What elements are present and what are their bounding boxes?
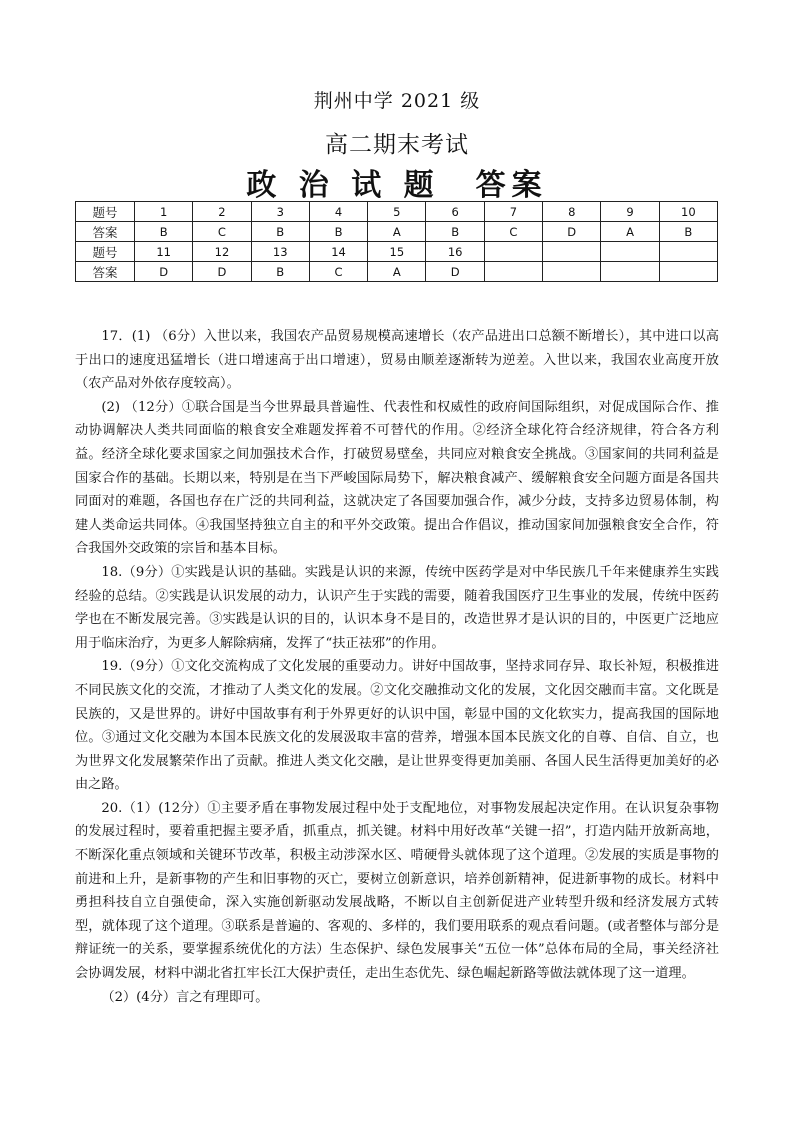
row-header: 答案	[76, 222, 135, 242]
table-cell	[659, 242, 717, 262]
table-cell: 4	[309, 202, 367, 222]
paragraph-17-1: 17．(1) （6分）入世以来，我国农产品贸易规模高速增长（农产品进出口总额不断增长），其中进口以高于出口的速度迅猛增长（进口增速高于出口增速），贸易由顺差逐渐转为逆差。入世以来，我国农业高度开放（农产品对外依存度较高）。	[75, 329, 719, 392]
table-cell: 14	[309, 242, 367, 262]
table-cell: 2	[193, 202, 251, 222]
table-cell: B	[309, 222, 367, 242]
table-cell	[659, 262, 717, 282]
table-cell: A	[368, 222, 426, 242]
table-cell: D	[135, 262, 193, 282]
table-row	[76, 242, 718, 262]
answer-table	[75, 201, 718, 282]
table-cell: B	[426, 222, 484, 242]
table-row	[76, 202, 718, 222]
table-cell: B	[251, 262, 309, 282]
table-cell: 10	[659, 202, 717, 222]
table-cell	[543, 242, 601, 262]
paragraph-18: 18.（9分）①实践是认识的基础。实践是认识的来源，传统中医药学是对中华民族几千年来健康养生实践经验的总结。②实践是认识发展的动力，认识产生于实践的需要，随着我国医疗卫生事业的发展，传统中医药学也在不断发展完善。③实践是认识的目的，认识本身不是目的，改造世界才是认识的目的，中医更广泛地应用于临床治疗，为更多人解除病痛，发挥了“扶正祛邪”的作用。	[75, 564, 719, 651]
row-header: 答案	[76, 262, 135, 282]
row-header: 题号	[76, 242, 135, 262]
table-cell: 1	[135, 202, 193, 222]
answer-body	[75, 325, 719, 1009]
table-cell: B	[135, 222, 193, 242]
table-cell: 6	[426, 202, 484, 222]
table-cell	[543, 262, 601, 282]
table-cell: C	[309, 262, 367, 282]
paragraph-20-2: （2）(4分）言之有理即可。	[101, 989, 269, 1005]
table-cell: 8	[543, 202, 601, 222]
table-cell: A	[601, 222, 659, 242]
table-cell	[601, 262, 659, 282]
table-cell: 13	[251, 242, 309, 262]
table-cell: 5	[368, 202, 426, 222]
row-header: 题号	[76, 202, 135, 222]
table-cell: D	[543, 222, 601, 242]
table-cell: 7	[484, 202, 542, 222]
table-cell: D	[193, 262, 251, 282]
table-cell: 9	[601, 202, 659, 222]
table-cell: 3	[251, 202, 309, 222]
table-cell	[601, 242, 659, 262]
exam-title: 高二期末考试	[325, 132, 469, 158]
table-cell	[484, 262, 542, 282]
table-cell: 15	[368, 242, 426, 262]
table-row	[76, 262, 718, 282]
table-cell: C	[193, 222, 251, 242]
paragraph-20-1: 20.（1）(12分）①主要矛盾在事物发展过程中处于支配地位，对事物发展起决定作用。在认识复杂事物的发展过程时，要着重把握主要矛盾，抓重点，抓关键。材料中用好改革“关键一招”，打造内陆开放新高地，不断深化重点领域和关键环节改革，积极主动涉深水区、啃硬骨头就体现了这个道理。②发展的实质是事物的前进和上升，是新事物的产生和旧事物的灭亡，要树立创新意识，培养创新精神，促进新事物的成长。材料中勇担科技自立自强使命，深入实施创新驱动发展战略，不断以自主创新促进产业转型升级和经济发展方式转型，就体现了这个道理。③联系是普遍的、客观的、多样的，我们要用联系的观点看问题。(或者整体与部分是辩证统一的关系，要掌握系统优化的方法）生态保护、绿色发展事关“五位一体”总体布局的全局，事关经济社会协调发展，材料中湖北省扛牢长江大保护责任，走出生态优先、绿色崛起新路等做法就体现了这一道理。	[75, 800, 719, 982]
table-cell: C	[484, 222, 542, 242]
paragraph-17-2: (2) （12分）①联合国是当今世界最具普遍性、代表性和权威性的政府间国际组织，对促成国际合作、推动协调解决人类共同面临的粮食安全难题发挥着不可替代的作用。②经济全球化符合经济规律，符合各方利益。经济全球化要求国家之间加强技术合作，打破贸易壁垒，共同应对粮食安全挑战。③国家间的共同利益是国家合作的基础。长期以来，特别是在当下严峻国际局势下，解决粮食减产、缓解粮食安全问题方面是各国共同面对的难题，各国也存在广泛的共同利益，这就决定了各国要加强合作，减少分歧，支持多边贸易体制，构建人类命运共同体。④我国坚持独立自主的和平外交政策。提出合作倡议，推动国家间加强粮食安全合作，符合我国外交政策的宗旨和基本目标。	[75, 399, 719, 557]
table-cell: B	[659, 222, 717, 242]
table-cell: 12	[193, 242, 251, 262]
paragraph-19: 19.（9分）①文化交流构成了文化发展的重要动力。讲好中国故事，坚持求同存异、取长补短，积极推进不同民族文化的交流，才推动了人类文化的发展。②文化交融推动文化的发展，文化因交融而丰富。文化既是民族的，又是世界的。讲好中国故事有利于外界更好的认识中国，彰显中国的文化软实力，提高我国的国际地位。③通过文化交融为本国本民族文化的发展汲取丰富的营养，增强本国本民族文化的自尊、自信、自立，也为世界文化发展繁荣作出了贡献。推进人类文化交融，是让世界变得更加美丽、各国人民生活得更加美好的必由之路。	[75, 659, 719, 793]
table-cell: 11	[135, 242, 193, 262]
subject-title: 政 治 试 题 答案	[246, 168, 548, 203]
table-cell: D	[426, 262, 484, 282]
table-cell: A	[368, 262, 426, 282]
table-row	[76, 222, 718, 242]
table-cell: 16	[426, 242, 484, 262]
school-title: 荆州中学 2021 级	[313, 90, 481, 112]
table-cell: B	[251, 222, 309, 242]
table-cell	[484, 242, 542, 262]
